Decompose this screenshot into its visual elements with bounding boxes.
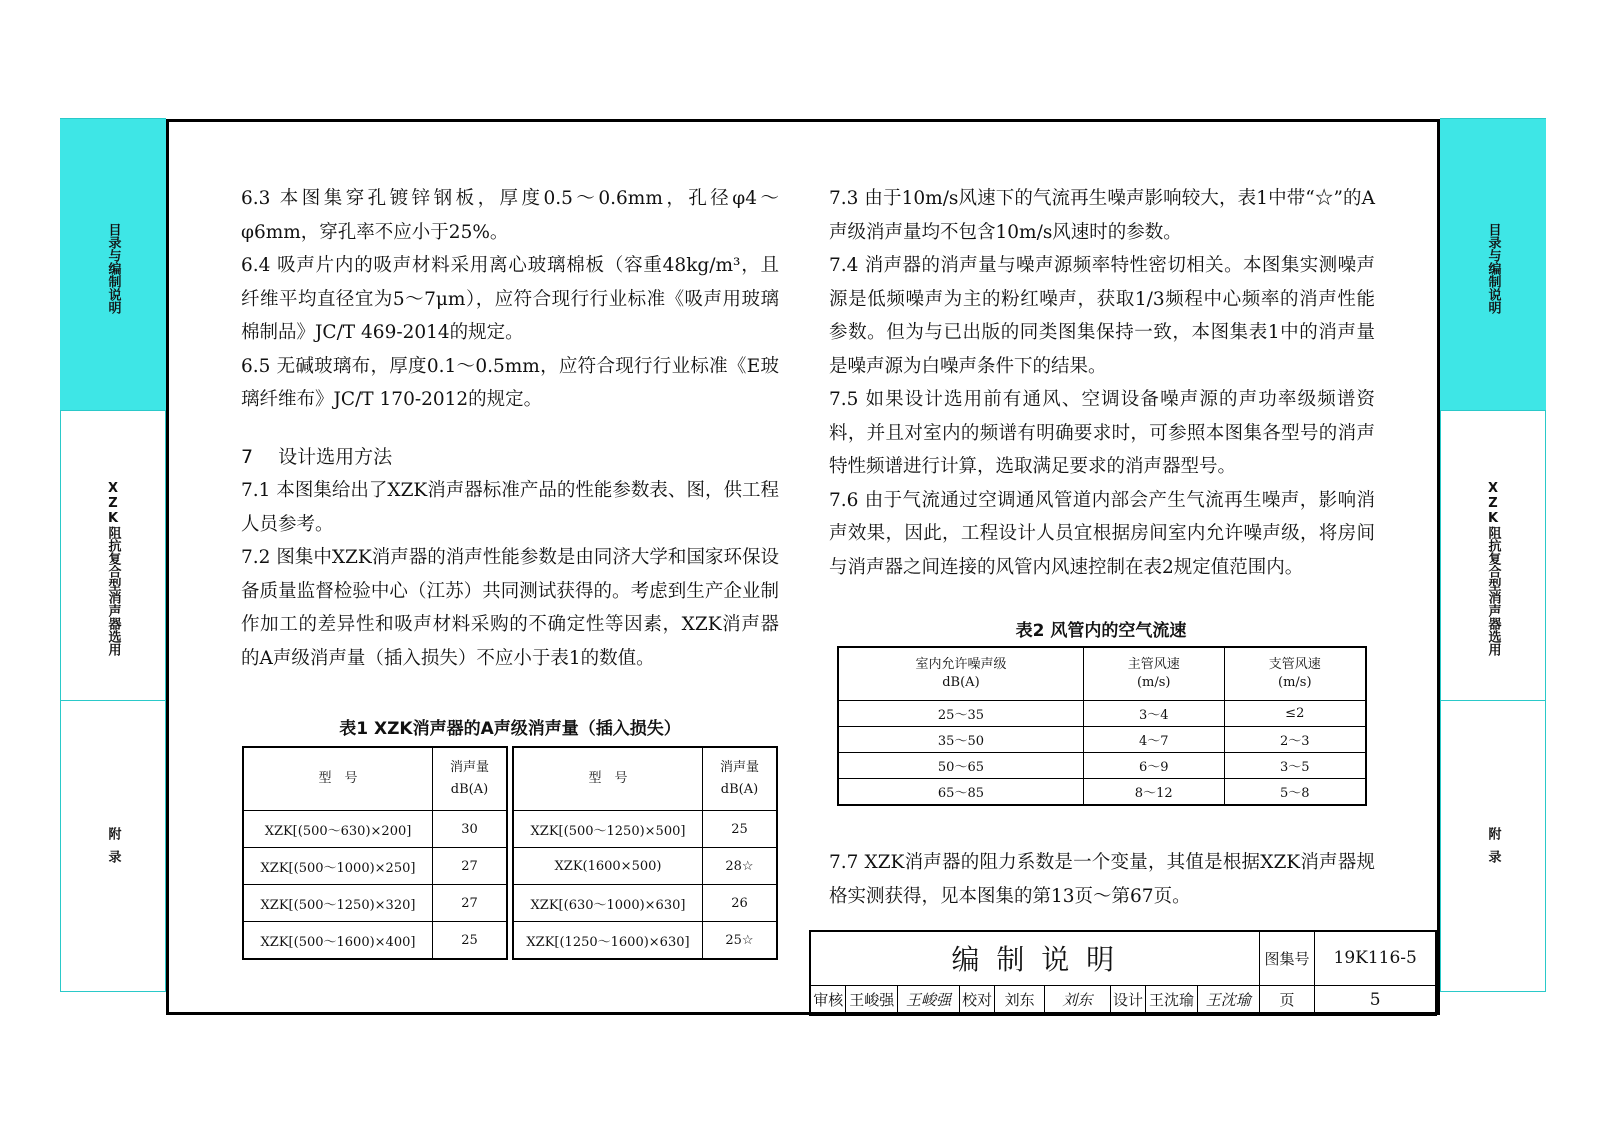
checker-signature: 刘东 [1044, 985, 1110, 1015]
table1-header-value: 消声量 dB(A) [433, 747, 508, 811]
designer-signature: 王沈瑜 [1197, 985, 1259, 1015]
side-tab-contents[interactable] [1440, 118, 1546, 410]
side-tab-label: 目录与编制说明 [105, 223, 121, 314]
table-row: XZK[(1250～1600)×630] 25☆ [513, 922, 777, 960]
table-row: 65～85 8～12 5～8 [838, 779, 1366, 806]
table-row: XZK[(630～1000)×630] 26 [513, 885, 777, 922]
paragraph-6-3: 6.3 本图集穿孔镀锌钢板，厚度0.5～0.6mm，孔径φ4～φ6mm，穿孔率不应小于25%。 [241, 188, 779, 243]
paragraph-6-5: 6.5 无碱玻璃布，厚度0.1～0.5mm，应符合现行行业标准《E玻璃纤维布》JC/T 170-2012的规定。 [241, 355, 779, 410]
side-tab-label: 附录 [1485, 827, 1501, 873]
atlas-number: 19K116-5 [1315, 931, 1436, 985]
check-label: 校对 [959, 985, 994, 1015]
side-tab-appendix[interactable] [60, 700, 166, 992]
reviewer-signature: 王峻强 [898, 985, 960, 1015]
designer-name: 王沈瑜 [1146, 985, 1198, 1015]
review-label: 审核 [810, 985, 846, 1015]
paragraph-6-4: 6.4 吸声片内的吸声材料采用离心玻璃棉板（容重48kg/m³，且纤维平均直径宜为5～7μm），应符合现行行业标准《吸声用玻璃棉制品》JC/T 469-2014的规定。 [241, 255, 779, 343]
paragraph-7-7-container [829, 846, 1375, 913]
drawing-title: 编 制 说 明 [810, 931, 1259, 985]
side-tab-xzk[interactable] [60, 410, 166, 700]
table1-right [512, 746, 778, 960]
paragraph-7-2: 7.2 图集中XZK消声器的消声性能参数是由同济大学和国家环保设备质量监督检验中心（江苏）共同测试获得的。考虑到生产企业制作加工的差异性和吸声材料采购的不确定性等因素，XZK消声器的A声级消声量（插入损失）不应小于表1的数值。 [241, 547, 779, 669]
table1-header-model: 型 号 [513, 747, 703, 811]
table-row: XZK(1600×500) 28☆ [513, 848, 777, 885]
table-row: XZK[(500～1000)×250] 27 [243, 848, 507, 885]
paragraph-7-6: 7.6 由于气流通过空调通风管道内部会产生气流再生噪声，影响消声效果，因此，工程设计人员宜根据房间室内允许噪声级，将房间与消声器之间连接的风管内风速控制在表2规定值范围内。 [829, 489, 1375, 578]
paragraph-7-5: 7.5 如果设计选用前有通风、空调设备噪声源的声功率级频谱资料，并且对室内的频谱有明确要求时，可参照本图集各型号的消声特性频谱进行计算，选取满足要求的消声器型号。 [829, 389, 1375, 477]
atlas-label: 图集号 [1259, 931, 1315, 985]
table2-header-main: 主管风速 (m/s) [1083, 647, 1224, 701]
side-tab-contents[interactable] [60, 118, 166, 410]
table2-header-branch: 支管风速 (m/s) [1224, 647, 1366, 701]
design-label: 设计 [1110, 985, 1145, 1015]
table2 [837, 646, 1367, 806]
right-column [829, 182, 1375, 584]
table-row: 25～35 3～4 ≤2 [838, 701, 1366, 727]
page-number: 5 [1315, 985, 1436, 1015]
side-tab-label: XZK阻抗复合型消声器选用 [1485, 481, 1501, 656]
table1-left [242, 746, 508, 960]
paragraph-7-4: 7.4 消声器的消声量与噪声源频率特性密切相关。本图集实测噪声源是低频噪声为主的粉红噪声，获取1/3频程中心频率的消声性能参数。但为与已出版的同类图集保持一致，本图集表1中的消声量是噪声源为白噪声条件下的结果。 [829, 255, 1375, 377]
table-row: XZK[(500～1600)×400] 25 [243, 922, 507, 960]
reviewer-name: 王峻强 [846, 985, 898, 1015]
side-tab-appendix[interactable] [1440, 700, 1546, 992]
table-row: XZK[(500～1250)×500] 25 [513, 811, 777, 848]
table2-caption: 表2 风管内的空气流速 [1015, 621, 1187, 641]
side-tab-xzk[interactable] [1440, 410, 1546, 700]
page-label: 页 [1259, 985, 1315, 1015]
table2-header-noise: 室内允许噪声级 dB(A) [838, 647, 1083, 701]
table-row: 35～50 4～7 2～3 [838, 727, 1366, 753]
table-row: XZK[(500～1250)×320] 27 [243, 885, 507, 922]
paragraph-7-1: 7.1 本图集给出了XZK消声器标准产品的性能参数表、图，供工程人员参考。 [241, 480, 779, 535]
paragraph-7-7: 7.7 XZK消声器的阻力系数是一个变量，其值是根据XZK消声器规格实测获得，见本图集的第13页～第67页。 [829, 852, 1375, 907]
side-tab-label: 目录与编制说明 [1485, 223, 1501, 314]
title-block [809, 930, 1437, 1016]
table-row: XZK[(500～630)×200] 30 [243, 811, 507, 848]
table-row: 50～65 6～9 3～5 [838, 753, 1366, 779]
table1-header-model: 型 号 [243, 747, 433, 811]
table1-caption: 表1 XZK消声器的A声级消声量（插入损失） [339, 719, 681, 739]
table1-header-value: 消声量 dB(A) [703, 747, 778, 811]
paragraph-7-3: 7.3 由于10m/s风速下的气流再生噪声影响较大，表1中带“☆”的A声级消声量均不包含10m/s风速时的参数。 [829, 188, 1375, 243]
left-column [241, 182, 779, 675]
section-heading-7: 7 设计选用方法 [241, 445, 393, 468]
checker-name: 刘东 [995, 985, 1045, 1015]
side-tab-label: 附录 [105, 827, 121, 873]
side-tab-label: XZK阻抗复合型消声器选用 [105, 481, 121, 656]
